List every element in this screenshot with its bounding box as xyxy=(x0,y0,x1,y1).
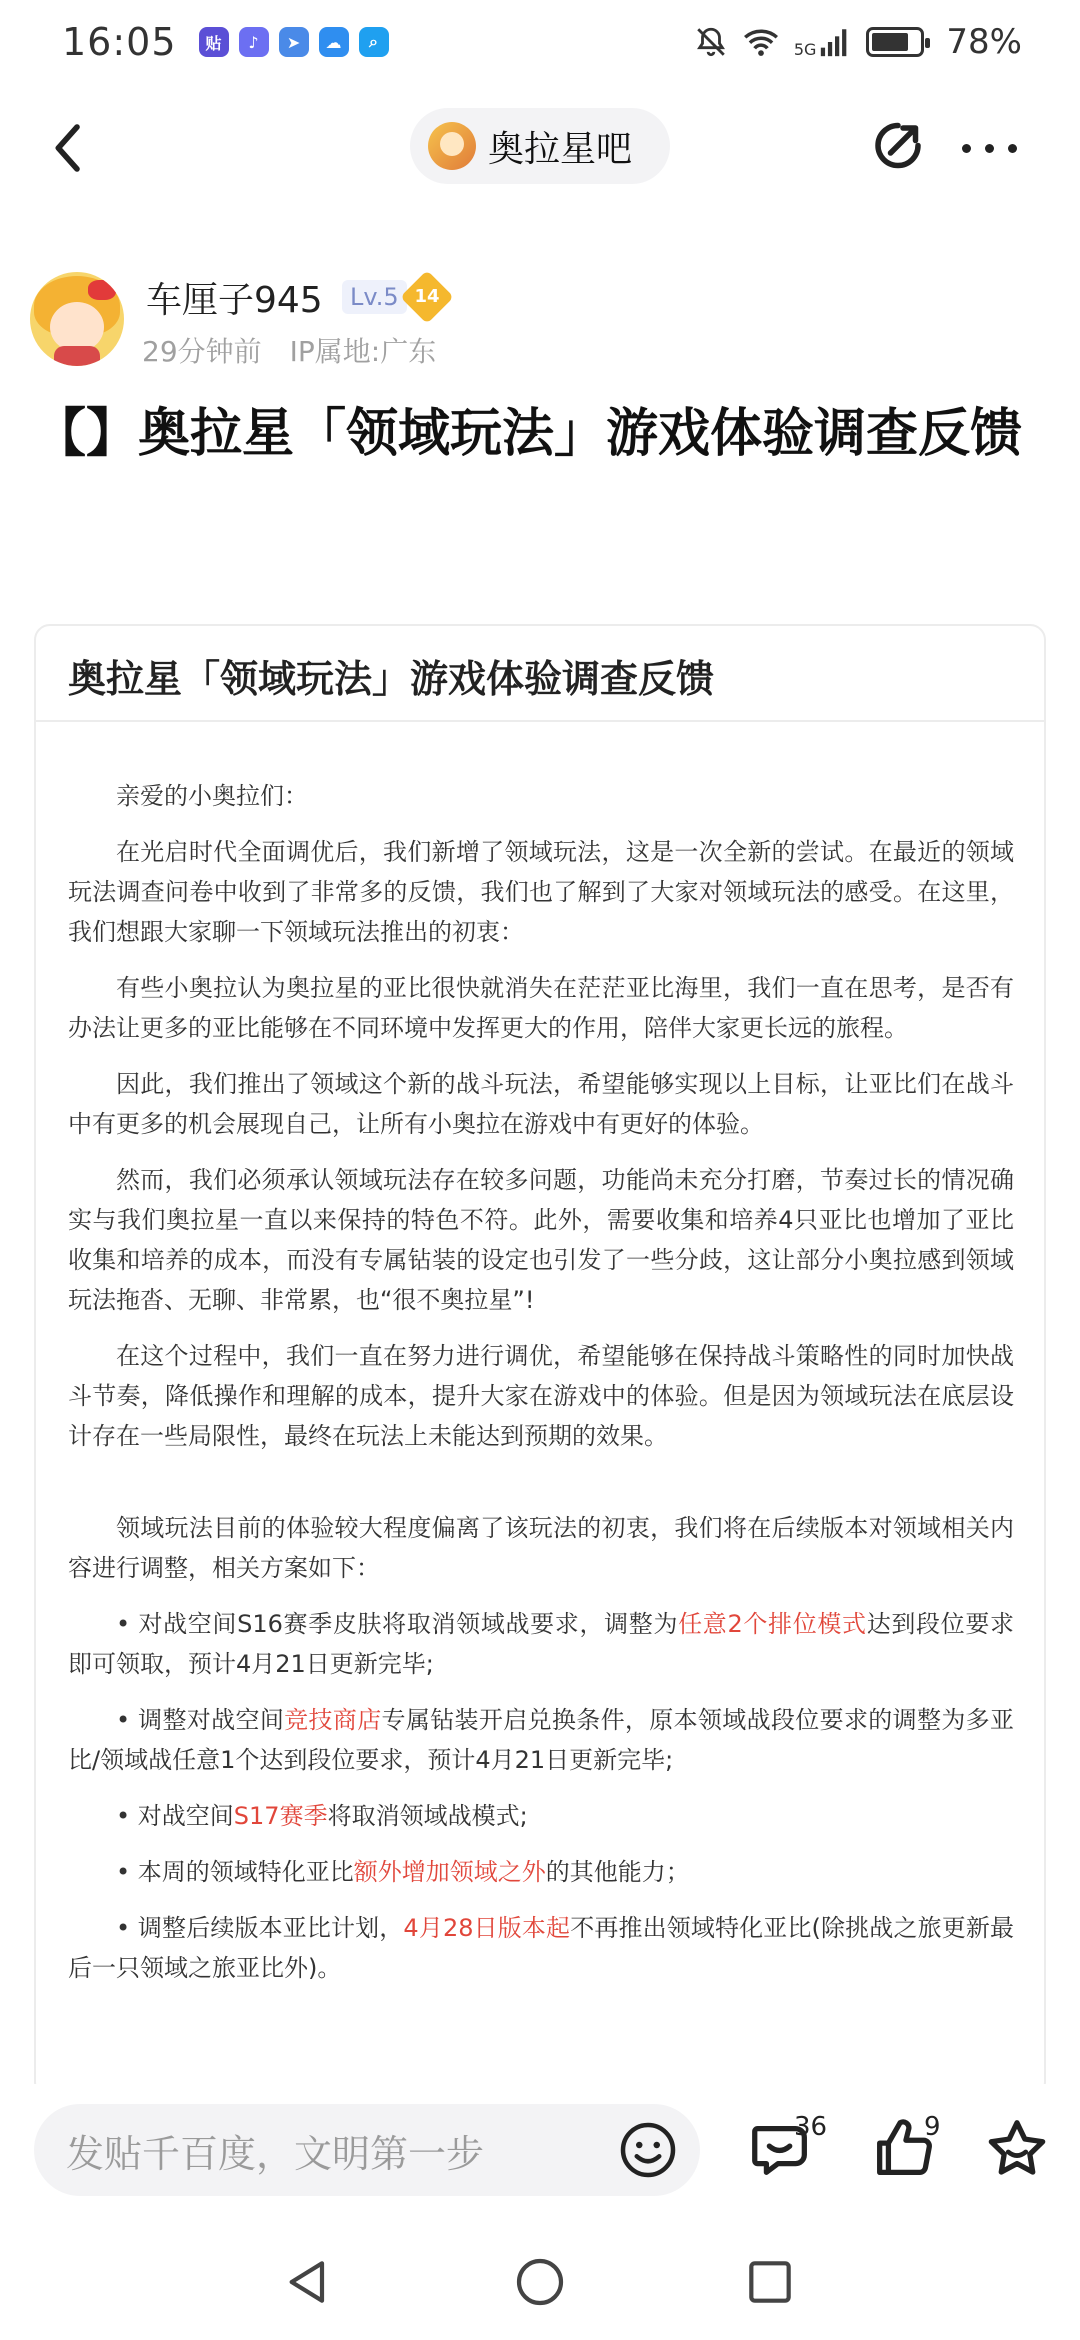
author-info xyxy=(30,270,1050,380)
forum-entry-button[interactable] xyxy=(410,108,670,184)
author-name[interactable]: 车厘子945 xyxy=(146,280,323,321)
nav-back-icon[interactable] xyxy=(280,2254,336,2310)
share-icon[interactable] xyxy=(868,118,928,178)
highlight-1: 任意2个排位模式 xyxy=(678,1610,867,1638)
announcement-image[interactable] xyxy=(34,624,1046,2098)
network-type: 5G xyxy=(793,40,817,59)
top-nav xyxy=(0,100,1080,196)
mute-bell-icon xyxy=(694,25,728,59)
nav-home-icon[interactable] xyxy=(512,2254,568,2310)
bullet-2: • 调整对战空间竞技商店专属钻装开启兑换条件，原本领域战段位要求的调整为多亚比/领域战任意1个达到段位要求，预计4月21日更新完毕; xyxy=(68,1706,1015,1774)
battery-icon xyxy=(866,27,924,57)
announcement-title: 奥拉星「领域玩法」游戏体验调查反馈 xyxy=(36,626,1044,722)
search-app-icon: ⌕ xyxy=(359,27,389,57)
battery-percent: 78% xyxy=(946,22,1022,62)
bullet-4: • 本周的领域特化亚比额外增加领域之外的其他能力； xyxy=(116,1858,690,1886)
comment-placeholder: 发贴千百度，文明第一步 xyxy=(66,2131,485,2176)
paragraph-4: 然而，我们必须承认领域玩法存在较多问题，功能尚未充分打磨，节奏过长的情况确实与我们奥拉星一直以来保持的特色不符。此外，需要收集和培养4只亚比也增加了亚比收集和培养的成本，而没有专属钻装的设定也引发了一些分歧，这让部分小奥拉感到领域玩法拖沓、无聊、非常累，也“很不奥拉星”! xyxy=(68,1166,1014,1314)
music-app-icon: ♪ xyxy=(239,27,269,57)
wifi-icon xyxy=(742,25,780,59)
highlight-4: 额外增加领域之外 xyxy=(353,1858,546,1886)
paragraph-1: 在光启时代全面调优后，我们新增了领域玩法，这是一次全新的尝试。在最近的领域玩法调查问卷中收到了非常多的反馈，我们也了解到了大家对领域玩法的感受。在这里，我们想跟大家聊一下领域玩法推出的初衷： xyxy=(68,838,1014,946)
emoji-icon[interactable] xyxy=(618,2120,678,2180)
browser-app-icon: ➤ xyxy=(279,27,309,57)
nav-recents-icon[interactable] xyxy=(742,2254,798,2310)
highlight-3: S17赛季 xyxy=(233,1802,328,1830)
paragraph-3: 因此，我们推出了领域这个新的战斗玩法，希望能够实现以上目标，让亚比们在战斗中有更多的机会展现自己，让所有小奥拉在游戏中有更好的体验。 xyxy=(68,1070,1014,1138)
paragraph-2: 有些小奥拉认为奥拉星的亚比很快就消失在茫茫亚比海里，我们一直在思考，是否有办法让更多的亚比能够在不同环境中发挥更大的作用，陪伴大家更长远的旅程。 xyxy=(68,974,1014,1042)
level-badge: Lv.5 xyxy=(342,280,407,314)
tieba-app-icon: 贴 xyxy=(199,27,229,57)
greeting: 亲爱的小奥拉们： xyxy=(116,782,308,810)
ip-location: IP属地:广东 xyxy=(289,335,437,368)
back-arrow-icon[interactable] xyxy=(42,120,98,176)
bullet-5: • 调整后续版本亚比计划，4月28日版本起不再推出领域特化亚比(除挑战之旅更新最后一只领域之旅亚比外)。 xyxy=(68,1914,1014,1982)
bottom-action-bar xyxy=(0,2084,1080,2214)
bullet-1: • 对战空间S16赛季皮肤将取消领域战要求，调整为任意2个排位模式达到段位要求即可领取，预计4月21日更新完毕; xyxy=(68,1610,1014,1678)
bullet-3: • 对战空间S17赛季将取消领域战模式; xyxy=(116,1802,528,1830)
announcement-body xyxy=(36,722,1044,1988)
post-time: 29分钟前 xyxy=(142,335,262,368)
author-avatar[interactable] xyxy=(30,272,124,366)
status-indicators xyxy=(694,22,1022,62)
paragraph-6: 领域玩法目前的体验较大程度偏离了该玩法的初衷，我们将在后续版本对领域相关内容进行调整，相关方案如下： xyxy=(68,1514,1014,1582)
comment-count: 36 xyxy=(794,2112,828,2142)
status-time: 16:05 xyxy=(62,20,177,64)
comment-input[interactable] xyxy=(34,2104,700,2196)
paragraph-5: 在这个过程中，我们一直在努力进行调优，希望能够在保持战斗策略性的同时加快战斗节奏，降低操作和理解的成本，提升大家在游戏中的体验。但是因为领域玩法在底层设计存在一些局限性，最终在玩法上未能达到预期的效果。 xyxy=(68,1342,1014,1450)
favorite-star-icon[interactable] xyxy=(982,2114,1052,2184)
post-meta xyxy=(142,330,436,370)
post-title: 【】奥拉星「领域玩法」游戏体验调查反馈 xyxy=(34,404,1023,464)
highlight-2: 竞技商店 xyxy=(284,1706,382,1734)
system-nav-bar xyxy=(0,2214,1080,2340)
forum-name: 奥拉星吧 xyxy=(488,128,633,170)
more-options-icon[interactable] xyxy=(962,136,1026,160)
signal-icon xyxy=(818,25,852,59)
rank-value: 14 xyxy=(414,286,440,307)
forum-avatar xyxy=(428,122,476,170)
status-bar xyxy=(0,0,1080,84)
highlight-5: 4月28日版本起 xyxy=(403,1914,571,1942)
rank-badge xyxy=(400,270,454,324)
weather-app-icon: ☁ xyxy=(319,27,349,57)
status-app-icons xyxy=(199,27,389,57)
like-count: 9 xyxy=(924,2112,941,2142)
